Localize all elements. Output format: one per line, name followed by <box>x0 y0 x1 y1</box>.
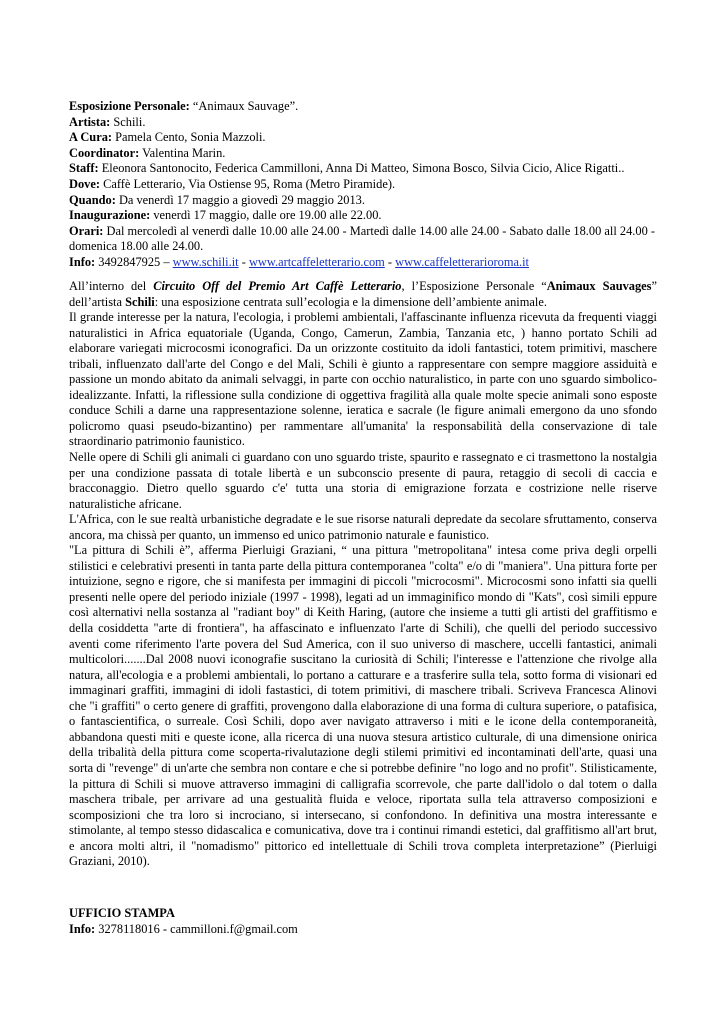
artist-line <box>69 115 661 131</box>
info-phone: 3492847925 – <box>98 254 170 269</box>
exhibition-line <box>69 99 661 115</box>
info-separator-2: - <box>384 254 396 269</box>
exhibition-details <box>69 99 661 271</box>
opening-label: Inaugurazione: <box>69 208 151 223</box>
link-artcaffeletterario[interactable]: www.artcaffeletterario.com <box>248 254 385 269</box>
exhibition-value: “Animaux Sauvage”. <box>192 99 299 113</box>
coordinator-label: Coordinator: <box>69 145 140 160</box>
staff-line <box>69 161 661 177</box>
artist-name: Schili <box>125 294 155 309</box>
paragraph: L'Africa, con le sue realtà urbanistiche degradate e le sue risorse naturali depredate da secolare sfruttamento, conserva ancora, ma chissà per quanto, un immenso ed unico patrimonio naturale e faunistico. <box>69 512 657 542</box>
circuit-name: Circuito Off del Premio Art Caffè Letterario <box>153 279 402 293</box>
exhibition-title: Animaux Sauvages <box>546 279 652 293</box>
staff-value: Eleonora Santonocito, Federica Cammilloni, Anna Di Matteo, Simona Bosco, Silvia Cicio, Alice Rigatti.. <box>101 161 625 176</box>
where-line <box>69 177 661 193</box>
press-office-info <box>69 922 469 938</box>
opening-value: venerdì 17 maggio, dalle ore 19.00 alle 22.00. <box>153 208 382 223</box>
hours-line <box>69 224 661 255</box>
coordinator-value: Valentina Marin. <box>142 145 226 160</box>
press-office-title <box>69 906 469 922</box>
curator-label: A Cura: <box>69 130 113 145</box>
paragraph: Il grande interesse per la natura, l'ecologia, i problemi ambientali, l'affascinante influenza ricevuta da frequenti viaggi naturalistici in Africa equatoriale (Uganda, Congo, Camerun, Zambia, Tanzania etc, ) hanno portato Schili ad elaborare variegati microcosmi iconografici. Da un orizzonte costituito da idoli fantastici, totem primitivi, maschere tribali, influenzato dall'arte del Congo e del Mali, Schili è giunto a rappresentare con sempre maggiore assiduità e passione un mondo abitato da animali selvaggi, in parte con occhio naturalistico, in parte con uno sguardo simbolico- idealizzante. Infatti, la riflessione sulla condizione di oggettiva fragilità alla quale molte specie animali sono esposte conduce Schili a darne una rappresentazione solenne, ieratica e sacrale (le figure animali emergono da uno sfondo policromo quasi pseudo-bizantino) per rammentare all'umanita' la responsabilità della conservazione di tale straordinario patrimonio faunistico. <box>69 310 657 449</box>
hours-label: Orari: <box>69 223 104 238</box>
curator-value: Pamela Cento, Sonia Mazzoli. <box>115 130 266 145</box>
exhibition-label: Esposizione Personale: <box>69 99 190 113</box>
intro-text-3: ” dell’artista <box>69 279 658 309</box>
opening-line <box>69 208 661 224</box>
info-label: Info: <box>69 254 96 269</box>
press-office-contact: 3278118016 - cammilloni.f@gmail.com <box>98 921 298 936</box>
link-caffeletterarioroma[interactable]: www.caffeletterarioroma.it <box>395 254 529 269</box>
coordinator-line <box>69 146 661 162</box>
link-schili[interactable]: www.schili.it <box>172 254 239 269</box>
hours-value: Dal mercoledì al venerdì dalle 10.00 alle 24.00 - Martedì dalle 14.00 alle 24.00 - Sabato dalle 18.00 all 24.00 - domenica 18.00 alle 24.00. <box>69 223 655 254</box>
press-office-label: UFFICIO STAMPA <box>69 906 175 920</box>
info-separator-1: - <box>238 254 249 269</box>
where-value: Caffè Letterario, Via Ostiense 95, Roma (Metro Piramide). <box>103 176 396 191</box>
paragraph: "La pittura di Schili è”, afferma Pierluigi Graziani, “ una pittura "metropolitana" intesa come priva degli orpelli stilistici e celebrativi presenti in tanta parte della pittura contemporanea "colta" e/o di "maniera". Una pittura forte per intuizione, segno e rigore, che si manifesta per immagini di piccoli "microcosmi". Microcosmi sono infatti sia quelli presenti nelle opere del periodo iniziale (1997 - 1998), legati ad un immaginifico mondo di "Kats", così simili eppure così alternativi nella sostanza al "radiant boy" di Keith Haring, (autore che insieme a tutti gli artisti del graffitismo e della cosiddetta "arte di frontiera", ha affascinato e influenzato l'arte di Schili), che quelli del periodo successivo aventi come riferimento l'arte povera del Sud America, con il suo universo di maschere, uccelli fantastici, animali multicolori.......Dal 2008 nuovi iconografie suscitano la curiosità di Schili; l'interesse e l'attenzione che rivolge alla natura, all'ecologia e a problemi ambientali, lo portano a catturare e a trasferire sulla tela, sotto forma di visionari ed immaginari graffiti, immagini di idoli fastastici, di totem primitivi, di maschere tribali. Scriveva Francesca Alinovi che "i graffiti" o certo genere di graffiti, provengono dalla elaborazione di una forma di cultura superiore, o patafisica, o fantascientifica, o surreale. Così Schili, dopo aver navigato attraverso i miti e le icone della contemporaneità, abbandona questi miti e queste icone, alla ricerca di una nuova stesura artistico culturale, di una dimensione onirica della tribalità della pittura come scoperta-rivalutazione degli stilemi primitivi ed incontaminati dell'arte, quasi una sorta di "revenge" di un'arte che sembra non contare e che si potrebbe definire "no logo and no profit". Stilisticamente, la pittura di Schili si muove attraverso immagini di calligrafia scorrevole, che parte dall'idolo o dal totem o dalla maschera tribale, per arrivare ad una gestualità fluida e veloce, riportata sulla tela attraverso composizioni e scomposizioni che tra loro si incrociano, si intersecano, si confondono. In definitiva una mostra interessante e stimolante, al tempo stesso didascalica e comunicativa, dove tra i continui rimandi estetici, dal graffitismo all'art brut, e ancora molti altri, il "nomadismo" pittorico ed intellettuale di Schili trova completa interpretazione” (Pierluigi Graziani, 2010). <box>69 543 657 869</box>
intro-text-2: , l’Esposizione Personale “ <box>401 279 547 293</box>
press-release-body <box>69 279 657 870</box>
intro-text-4: : una esposizione centrata sull’ecologia e la dimensione dell’ambiente animale. <box>154 294 547 309</box>
curator-line <box>69 130 661 146</box>
artist-label: Artista: <box>69 114 111 129</box>
artist-value: Schili. <box>113 114 146 129</box>
when-line <box>69 193 661 209</box>
staff-label: Staff: <box>69 161 99 176</box>
when-label: Quando: <box>69 192 116 207</box>
where-label: Dove: <box>69 176 100 191</box>
paragraph: Nelle opere di Schili gli animali ci guardano con uno sguardo triste, spaurito e rassegnato e ci trasmettono la nostalgia per una condizione passata di totale libertà e un subconscio presente di paura, retaggio di secoli di caccia e bracconaggio. Dietro quello sguardo c'e' tutta una storia di emigrazione forzata e costrizione nelle riserve naturalistiche africane. <box>69 450 657 511</box>
info-line <box>69 255 661 271</box>
press-office <box>69 906 469 937</box>
intro-paragraph <box>69 279 657 310</box>
press-office-info-label: Info: <box>69 921 96 936</box>
intro-text-1: All’interno del <box>69 279 154 293</box>
when-value: Da venerdì 17 maggio a giovedì 29 maggio 2013. <box>118 192 365 207</box>
